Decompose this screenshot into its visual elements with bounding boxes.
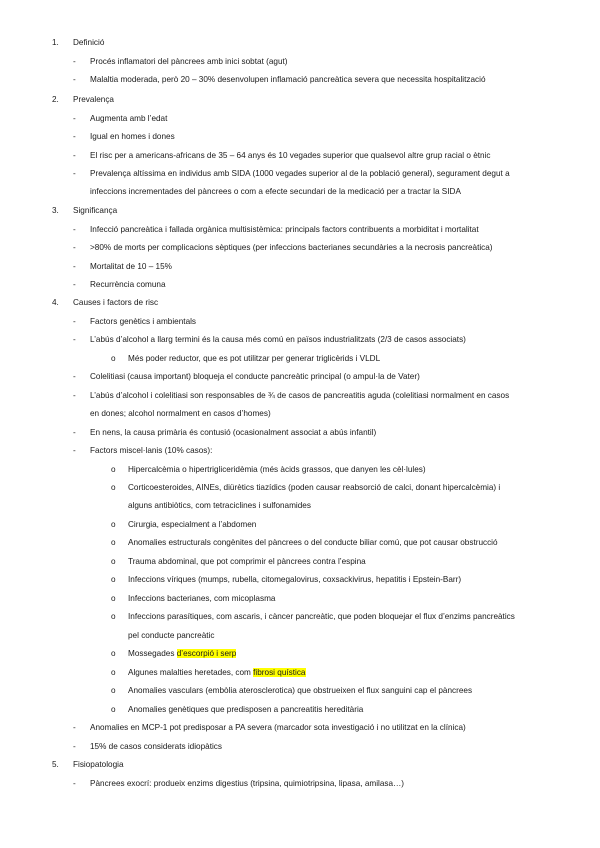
highlighted-text: fibrosi quística — [253, 668, 306, 677]
bullet-dash: - — [73, 391, 76, 400]
section-number: 3. — [52, 206, 59, 215]
section-number: 2. — [52, 95, 59, 104]
list-item: Colelitiasi (causa important) bloqueja el conducte pancreàtic principal (o ampul·la de Vater) — [90, 372, 420, 381]
bullet-dash: - — [73, 225, 76, 234]
sub-list-item-continuation: alguns antibiòtics, com tetraciclines i sulfonamides — [128, 501, 311, 510]
list-item: L’abús d’alcohol i colelitiasi son responsables de ¾ de casos de pancreatitis aguda (colelitiasi normalment en casos — [90, 391, 510, 400]
sub-list-item-continuation: pel conducte pancreàtic — [128, 631, 215, 640]
bullet-dash: - — [73, 132, 76, 141]
list-item: 15% de casos considerats idiopàtics — [90, 742, 222, 751]
bullet-dash: - — [73, 742, 76, 751]
sub-bullet: o — [111, 483, 116, 492]
item-text: Algunes malalties heretades, com — [128, 668, 254, 677]
list-item: Factors miscel·lanis (10% casos): — [90, 446, 213, 455]
section-title: Prevalença — [73, 95, 114, 104]
sub-bullet: o — [111, 686, 116, 695]
highlighted-text: d’escorpió i serp — [176, 649, 237, 658]
sub-list-item — [128, 648, 236, 659]
bullet-dash: - — [73, 114, 76, 123]
sub-list-item: Infeccions bacterianes, com micoplasma — [128, 594, 276, 603]
sub-list-item: Trauma abdominal, que pot comprimir el pàncrees contra l’espina — [128, 557, 366, 566]
bullet-dash: - — [73, 335, 76, 344]
sub-list-item: Infeccions parasítiques, com ascaris, i càncer pancreàtic, que poden bloquejar el flux d’enzims pancreàtics — [128, 612, 515, 621]
section-number: 5. — [52, 760, 59, 769]
item-text: Mossegades — [128, 649, 177, 658]
list-item: L’abús d’alcohol a llarg termini és la causa més comú en països industrialitzats (2/3 de casos associats) — [90, 335, 466, 344]
sub-list-item: Anomalies estructurals congènites del pàncrees o del conducte biliar comú, que pot causar obstrucció — [128, 538, 498, 547]
bullet-dash: - — [73, 151, 76, 160]
sub-bullet: o — [111, 668, 116, 677]
list-item: Procés inflamatori del pàncrees amb inici sobtat (agut) — [90, 57, 288, 66]
section-number: 4. — [52, 298, 59, 307]
bullet-dash: - — [73, 372, 76, 381]
list-item-continuation: en dones; alcohol normalment en casos d’homes) — [90, 409, 271, 418]
sub-bullet: o — [111, 538, 116, 547]
list-item: >80% de morts per complicacions sèptiques (per infeccions bacterianes secundàries a la necrosis pancreàtica) — [90, 243, 493, 252]
bullet-dash: - — [73, 243, 76, 252]
bullet-dash: - — [73, 446, 76, 455]
sub-list-item: Més poder reductor, que es pot utilitzar per generar triglicèrids i VLDL — [128, 354, 381, 363]
sub-list-item — [128, 667, 306, 678]
sub-bullet: o — [111, 465, 116, 474]
section-title: Causes i factors de risc — [73, 298, 159, 307]
list-item: El risc per a americans-africans de 35 – 64 anys és 10 vegades superior que qualsevol altre grup racial o ètnic — [90, 151, 491, 160]
sub-bullet: o — [111, 354, 116, 363]
section-number: 1. — [52, 38, 59, 47]
list-item: Igual en homes i dones — [90, 132, 175, 141]
sub-bullet: o — [111, 557, 116, 566]
sub-bullet: o — [111, 705, 116, 714]
sub-list-item: Anomalies genètiques que predisposen a pancreatitis hereditària — [128, 705, 364, 714]
list-item: Augmenta amb l’edat — [90, 114, 168, 123]
bullet-dash: - — [73, 428, 76, 437]
list-item: Factors genètics i ambientals — [90, 317, 197, 326]
list-item: Pàncrees exocrí: produeix enzims digestius (tripsina, quimiotripsina, lipasa, amilasa…) — [90, 779, 404, 788]
sub-bullet: o — [111, 575, 116, 584]
section-title: Significança — [73, 206, 118, 215]
bullet-dash: - — [73, 723, 76, 732]
sub-list-item: Hipercalcèmia o hipertrigliceridèmia (més àcids grassos, que danyen les cèl·lules) — [128, 465, 426, 474]
bullet-dash: - — [73, 317, 76, 326]
list-item: En nens, la causa primària és contusió (ocasionalment associat a abús infantil) — [90, 428, 377, 437]
list-item: Malaltia moderada, però 20 – 30% desenvolupen inflamació pancreàtica severa que necessita hospitalització — [90, 75, 486, 84]
sub-list-item: Anomalies vasculars (embòlia aterosclerotica) que obstrueixen el flux sanguini cap el pàncrees — [128, 686, 473, 695]
bullet-dash: - — [73, 280, 76, 289]
bullet-dash: - — [73, 779, 76, 788]
sub-bullet: o — [111, 594, 116, 603]
sub-bullet: o — [111, 649, 116, 658]
bullet-dash: - — [73, 57, 76, 66]
section-title: Fisiopatologia — [73, 760, 124, 769]
list-item: Recurrència comuna — [90, 280, 166, 289]
sub-bullet: o — [111, 612, 116, 621]
sub-list-item: Corticoesteroides, AINEs, diürètics tiazídics (poden causar reabsorció de calci, donant hipercalcèmia) i — [128, 483, 501, 492]
section-title: Definició — [73, 38, 105, 47]
list-item-continuation: infeccions incrementades del pàncrees o com a efecte secundari de la medicació per a tractar la SIDA — [90, 187, 461, 196]
list-item: Mortalitat de 10 – 15% — [90, 262, 172, 271]
bullet-dash: - — [73, 169, 76, 178]
bullet-dash: - — [73, 75, 76, 84]
sub-list-item: Cirurgia, especialment a l’abdomen — [128, 520, 257, 529]
bullet-dash: - — [73, 262, 76, 271]
sub-list-item: Infeccions víriques (mumps, rubella, citomegalovirus, coxsackivirus, hepatitis i Epstein-Barr) — [128, 575, 462, 584]
list-item: Infecció pancreàtica i fallada orgànica multisistèmica: principals factors contribuents a morbiditat i mortalitat — [90, 225, 479, 234]
sub-bullet: o — [111, 520, 116, 529]
list-item: Prevalença altíssima en individus amb SIDA (1000 vegades superior al de la població general), segurament degut a — [90, 169, 510, 178]
list-item: Anomalies en MCP-1 pot predisposar a PA severa (marcador sota investigació i no utilitzat en la clínica) — [90, 723, 466, 732]
